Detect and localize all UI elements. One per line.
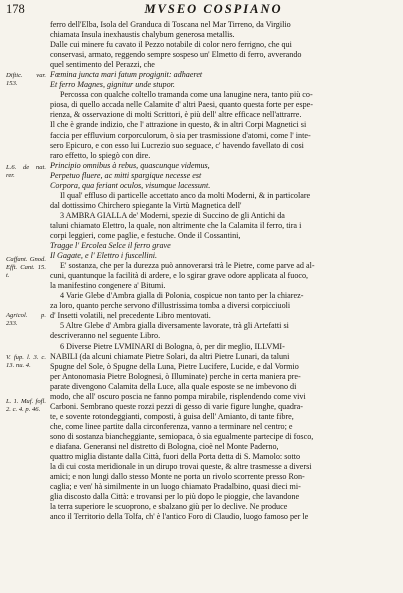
text-line: anco il Territorio della Tolfa, ch' è l'antico Foro di Claudio, luogo famoso per le bbox=[50, 512, 309, 522]
text-line: dal dottissimo Chirchero spiegante la Virtù Magnetica dell' bbox=[50, 200, 242, 210]
text-line: raro effetto, lo spiegò con dire. bbox=[50, 150, 151, 160]
text-line: rienza, & osservazione di molti Scrittori, è più dell' altre efficace nell'attrarre. bbox=[50, 110, 302, 120]
page-header bbox=[6, 2, 395, 20]
text-line: 3 AMBRA GIALLA de' Moderni, spezie di Succino de gli Antichi da bbox=[60, 210, 285, 220]
text-line: E' sostanza, che per la durezza può annoverarsi trà le Pietre, come parve ad al- bbox=[60, 261, 315, 271]
margin-note: L.6. de nat. rer. bbox=[6, 164, 46, 179]
text-line: quattro miglia distante dalla Città, fuori della Porta detta di S. Mamolo: sotto bbox=[50, 452, 301, 462]
verse-line: Fœmina juncta mari fatum progignit: adhaeret bbox=[50, 70, 203, 80]
verse-line: Perpetuo fluere, ac mitti spargique necesse est bbox=[50, 170, 202, 180]
text-line: Carboni. Sembrano queste rozzi pezzi di gesso di varie figure lunghe, quadra- bbox=[50, 401, 303, 411]
text-line: modo, che all' oscuro poscia ne fanno pompa mirabile, risplendendo come vivi bbox=[50, 391, 306, 401]
text-block bbox=[6, 20, 395, 522]
text-line: te, e sovente rotondeggianti, composti, à guisa dell' Amianto, di tante fibre, bbox=[50, 411, 294, 421]
text-line: quel sentimento del Perazzi, che bbox=[50, 60, 155, 70]
page-number: 178 bbox=[6, 2, 25, 16]
text-line: Il che è grande indizio, che l' attrazione in questo, & in altri Corpi Magnetici si bbox=[50, 120, 307, 130]
verse-line: Il Gagate, e l' Elettro i fuscellini. bbox=[50, 251, 158, 261]
margin-note: Caffant. Gnod. Efft. Cant. 15. t. bbox=[6, 256, 46, 279]
text-line: piosa, di quello accada nelle Calamite d' altri Paesi, quanto questa forte per espe- bbox=[50, 100, 313, 110]
text-line: Percossa con qualche coltello tramanda come una lanugine nera, tanto più co- bbox=[60, 90, 313, 100]
text-line: conservasi, armato, reggendo sempre sospeso un' Elmetto di ferro, avverando bbox=[50, 50, 302, 60]
margin-note: Agricol. p. 233. bbox=[6, 312, 46, 327]
text-line: la manifestino congenere a' Bitumi. bbox=[50, 281, 166, 291]
text-line: corpi leggieri, come paglie, e festuche. Onde il Cossantini, bbox=[50, 230, 241, 240]
text-line: 6 Diverse Pietre LVMINARI di Bologna, ò, per dir meglio, ILLVMI- bbox=[60, 341, 285, 351]
text-line: parate divengono Calamita della Luce, alla quale esposte se ne imbevono di bbox=[50, 381, 297, 391]
margin-note: V. fup. l. 3. c. 13. nu. 4. bbox=[6, 354, 46, 369]
verse-line: Principio omnibus à rebus, quascunque videmus, bbox=[50, 160, 210, 170]
verse-line: Corpora, qua feriant oculos, visumque lacessunt. bbox=[50, 180, 211, 190]
text-line: per Antonomasia Pietre Bolognesi, ò Illuminate) perche in certa maniera pre- bbox=[50, 371, 301, 381]
text-line: caglia; e ven' hà similmente in un luogo chiamato Pradalbino, quasi dieci mi- bbox=[50, 482, 301, 492]
verse-line: Et ferro Magnes, gignitur unde stupor. bbox=[50, 80, 175, 90]
text-line: 5 Altre Glebe d' Ambra gialla diversamente lavorate, trà gli Artefatti si bbox=[60, 321, 289, 331]
running-title: MVSEO COSPIANO bbox=[144, 2, 283, 16]
text-line: e diafana. Generansi nel distretto di Bologna, cioè nel Monte Paderno, bbox=[50, 441, 279, 451]
text-line: cuni, quantunque la facilità di ardere, e lo sgirar grave odore applicata al fuoco, bbox=[50, 271, 309, 281]
text-line: Spugne del Sole, ò Spugne della Luna, Pietre Lucifere, Lucide, e dal Vormio bbox=[50, 361, 299, 371]
text-line: ferro dell'Elba, Isola del Granduca di Toscana nel Mar Tirreno, da Virgilio bbox=[50, 20, 291, 29]
text-line: 4 Varie Glebe d'Ambra gialla di Polonia, cospicue non tanto per la chiarez- bbox=[60, 291, 304, 301]
text-line: la di cui costa meridionale in un dirupo trovai queste, & altre trasmesse a diversi bbox=[50, 462, 312, 472]
text-line: sono di sostanza biancheggiante, semiopaca, ò sia egualmente partecipe di fosco, bbox=[50, 431, 314, 441]
text-line: Il qual' effluso di particelle accettato anco da molti Moderni, & in particolare bbox=[60, 190, 311, 200]
page-body bbox=[6, 20, 395, 522]
text-line: sero Epicuro, e con esso lui Lucrezio suo seguace, c' havendo favellato di cosi bbox=[50, 140, 304, 150]
text-line: d' Insetti volatili, nel precedente Libro mentovati. bbox=[50, 311, 211, 321]
text-line: che, come linee partite dalla circonferenza, vanno a terminare nel centro; e bbox=[50, 421, 293, 431]
text-line: chiamata Insula inexhaustis chalybum generosa metallis. bbox=[50, 30, 235, 40]
text-line: NABILI (da alcuni chiamate Pietre Solari, da altri Pietre Lunari, da taluni bbox=[50, 351, 290, 361]
margin-note: Diftic. var. 153. bbox=[6, 72, 46, 87]
text-line: la terra superiore le scuoprono, e sbalzano giù per lo declive. Ne produce bbox=[50, 502, 288, 512]
text-line: amici; e non lungi dallo stesso Monte ne porta un rivolo scorrente presso Ron- bbox=[50, 472, 305, 482]
text-line: za loro, quanto perche servono d'illustrissima tomba a diversi corpicciuoli bbox=[50, 301, 291, 311]
text-line: glia discosto dalla Città: e trovansi per lo più dopo le pioggie, che lavandone bbox=[50, 492, 300, 502]
text-line: taluni chiamato Elettro, la quale, non altrimente che la Calamita il ferro, tira i bbox=[50, 220, 302, 230]
margin-note: L. 1. Muf. fofl. 2. c. 4. p. 46. bbox=[6, 398, 46, 413]
verse-line: Tragge l' Ercolea Selce il ferro grave bbox=[50, 241, 171, 251]
text-line: Dalle cui minere fu cavato il Pezzo notabile di color nero ferrigno, che qui bbox=[50, 40, 292, 50]
text-line: faccia per effluvium corporculorum, ò sia per trasmissione d'atomi, come l' inte- bbox=[50, 130, 311, 140]
text-line: descriveranno nel seguente Libro. bbox=[50, 331, 161, 341]
